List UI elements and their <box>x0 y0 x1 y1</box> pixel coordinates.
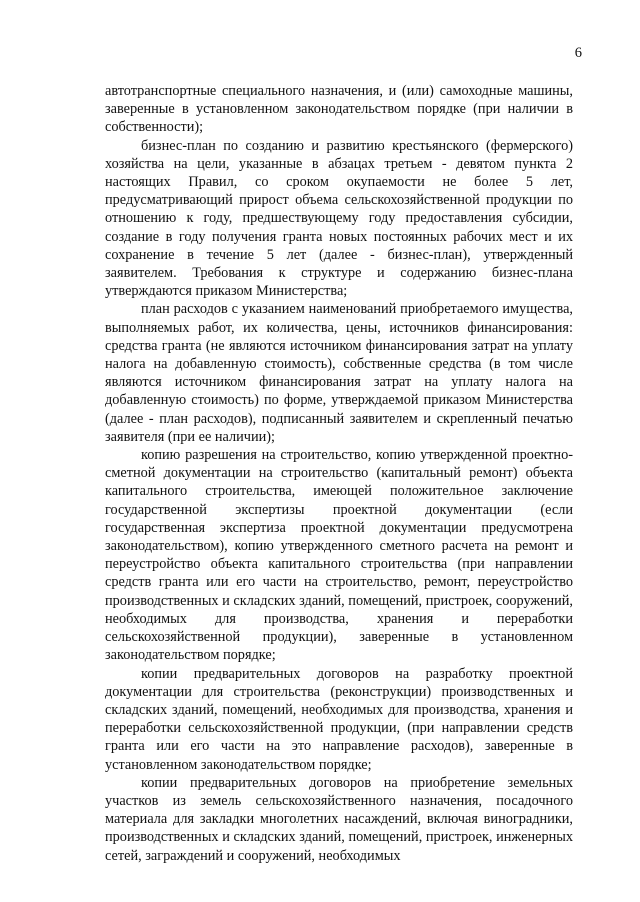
paragraph-land-contracts: копии предварительных договоров на приобретение земельных участков из земель сельскохозяйственного назначения, посадочного материала для закладки многолетних насаждений, включая виноградники, производственных и складских зданий, помещений, пристроек, инженерных сетей, заграждений и сооружений, необходимых <box>105 774 573 864</box>
paragraph-design-contracts: копии предварительных договоров на разработку проектной документации для строительства (реконструкции) производственных и складских зданий, помещений, необходимых для производства, хранения и переработки сельскохозяйственной продукции, (при направлении средств гранта или его части на это направление расходов), заверенные в установленном законодательством порядке; <box>105 665 573 773</box>
document-body <box>105 82 573 865</box>
paragraph-construction-permit: копию разрешения на строительство, копию утвержденной проектно-сметной документации на строительство (капитальный ремонт) объекта капитального строительства, имеющей положительное заключение государственной экспертизы проектной документации (если государственная экспертиза проектной документации предусмотрена законодательством), копию утвержденного сметного расчета на ремонт и переустройство объекта капитального строительства (при направлении средств гранта или его части на строительство, ремонт, переустройство производственных и складских зданий, помещений, пристроек, сооружений, необходимых для производства, хранения и переработки сельскохозяйственной продукции), заверенные в установленном законодательством порядке; <box>105 447 573 664</box>
page-number: 6 <box>574 45 582 61</box>
paragraph-business-plan: бизнес-план по созданию и развитию крестьянского (фермерского) хозяйства на цели, указанные в абзацах третьем - девятом пункта 2 настоящих Правил, со сроком окупаемости не более 5 лет, предусматривающий прирост объема сельскохозяйственной продукции по отношению к году, предшествующему году предоставления субсидии, создание в году получения гранта новых постоянных рабочих мест и их сохранение в течение 5 лет (далее - бизнес-план), утвержденный заявителем. Требования к структуре и содержанию бизнес-плана утверждаются приказом Министерства; <box>105 137 573 300</box>
paragraph-expense-plan: план расходов с указанием наименований приобретаемого имущества, выполняемых работ, их количества, цены, источников финансирования: средства гранта (не являются источником финансирования затрат на уплату налога на добавленную стоимость), собственные средства (в том числе являются источником финансирования затрат на уплату налога на добавленную стоимость) по форме, утверждаемой приказом Министерства (далее - план расходов), подписанный заявителем и скрепленный печатью заявителя (при ее наличии); <box>105 301 573 445</box>
paragraph-vehicles: автотранспортные специального назначения, и (или) самоходные машины, заверенные в установленном законодательством порядке (при наличии в собственности); <box>105 83 573 136</box>
